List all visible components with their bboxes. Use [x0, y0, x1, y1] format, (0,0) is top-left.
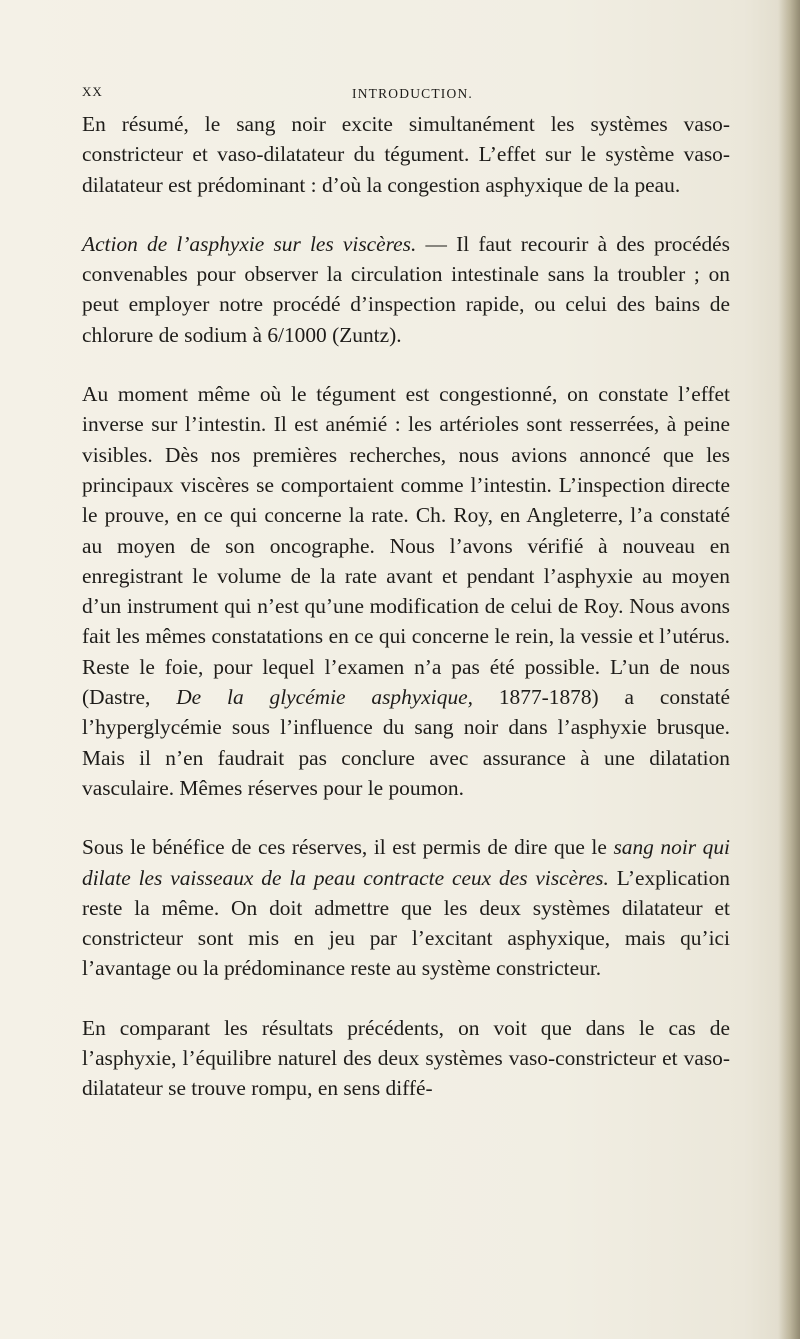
paragraph-comparison — [82, 1013, 730, 1104]
paragraph-reserves — [82, 832, 730, 983]
citation-title-italic: De la glycémie asphyxique, — [176, 685, 473, 710]
page-edge-shadow — [778, 0, 800, 1339]
paragraph-text: En résumé, le sang noir excite simultanément les systèmes vaso-constricteur et vaso-dilatateur du tégument. L’effet sur le système vaso-dilatateur est prédominant : d’où la congestion asphyxique de la peau. — [82, 112, 730, 197]
body-text — [82, 109, 730, 1133]
running-head: INTRODUCTION. — [352, 86, 473, 101]
paragraph-intestine — [82, 379, 730, 803]
paragraph-text: En comparant les résultats précédents, on voit que dans le cas de l’asphyxie, l’équilibre naturel des deux systèmes vaso-constricteur et vaso-dilatateur se trouve rompu, en sens diffé- — [82, 1015, 730, 1101]
paragraph-text-a: Sous le bénéfice de ces réserves, il est permis de dire que le — [82, 835, 614, 860]
paragraph-text-b: 1877-1878) a constaté l’hyperglycémie sous l’influence du sang noir dans l’asphyxie brusque. Mais il n’en faudrait pas conclure avec assurance à une dilatation vasculaire. Mêmes réserves pour le poumon. — [82, 685, 731, 800]
paragraph-viscera-action — [82, 229, 730, 350]
paragraph-text: — Il faut recourir à des procédés convenables pour observer la circulation intestinale sans la troubler ; on peut employer notre procédé d’inspection rapide, ou celui des bains de chlorure de sodium à 6/1000 (Zuntz). — [82, 231, 730, 347]
paragraph-text-a: Au moment même où le tégument est congestionné, on constate l’effet inverse sur l’intestin. Il est anémié : les artérioles sont resserrées, à peine visibles. Dès nos premières recherches, nous avions annoncé que les principaux viscères se comportaient comme l’intestin. L’inspection directe le prouve, en ce qui concerne la rate. Ch. Roy, en Angleterre, l’a constaté au moyen de son oncographe. Nous l’avons vérifié à nouveau en enregistrant le volume de la rate avant et pendant l’asphyxie au moyen d’un instrument qui n’est qu’une modification de celui de Roy. Nous avons fait les mêmes constatations en ce qui concerne le rein, la vessie et l’utérus. Reste le foie, pour lequel l’examen n’a pas été possible. L’un de nous (Dastre, — [82, 382, 730, 710]
emphasis-italic: sang noir qui dilate les vaisseaux de la peau contracte ceux des viscères. — [82, 835, 730, 890]
paragraph-summary — [82, 109, 730, 200]
page-number: XX — [82, 84, 103, 99]
paragraph-text-b: L’explication reste la même. On doit admettre que les deux systèmes dilatateur et constricteur sont mis en jeu par l’excitant asphyxique, mais qu’ici l’avantage ou la prédominance reste au système constricteur. — [82, 865, 730, 981]
section-heading-italic: Action de l’asphyxie sur les viscères. — [82, 231, 417, 256]
page-header — [82, 84, 722, 104]
